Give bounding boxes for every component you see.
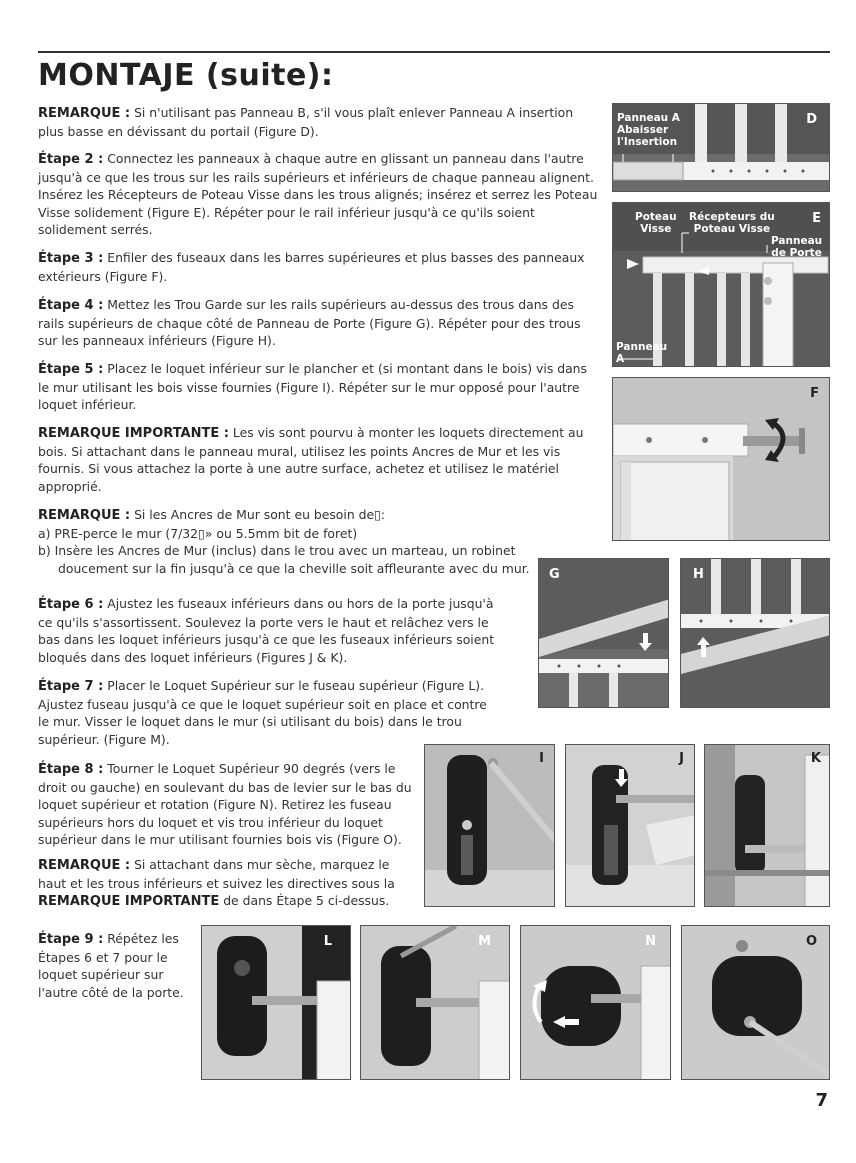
- remarque-label: REMARQUE :: [38, 508, 131, 523]
- list-item-b: b) Insère les Ancres de Mur (inclus) dans le trou avec un marteau, un robinet: [38, 543, 516, 559]
- text-line: approprié.: [38, 478, 102, 494]
- figure-e-panneau-porte-label: [771, 235, 822, 259]
- label-line: Récepteurs du: [689, 211, 775, 223]
- text-line: loquet supérieur et rotation (Figure N). Retirez les fuseau: [38, 797, 392, 813]
- text-line: plus basse en dévissant du portail (Figure D).: [38, 123, 319, 139]
- figure-o: [681, 925, 830, 1080]
- text-line: jusqu'à ce que les trous sur les rails supérieurs et inférieurs de chaque panneau alignent.: [38, 169, 594, 185]
- text-line: solidement serrés.: [38, 222, 153, 238]
- text-line: bloqués dans des loquet inférieurs (Figures J & K).: [38, 649, 348, 665]
- figure-j: [565, 744, 695, 907]
- figure-letter: F: [810, 386, 819, 401]
- etape-5: [38, 360, 587, 414]
- text-line: Ajustez fuseau jusqu'à ce que le loquet supérieur soit en place et contre: [38, 696, 487, 712]
- top-rule: [38, 51, 830, 53]
- label-line: Visse: [640, 223, 672, 235]
- step-label: Étape 6 :: [38, 597, 104, 612]
- etape-3: [38, 249, 585, 285]
- text-line: bas dans les loquet inférieurs jusqu'à ce que les fuseaux inférieurs soient: [38, 632, 495, 648]
- step-label: Étape 4 :: [38, 298, 104, 313]
- figure-letter: O: [805, 934, 817, 949]
- label-line: Panneau: [771, 235, 823, 247]
- text-line: ce qu'ils s'assortissent. Soulevez la porte vers le haut et relâchez vers le: [38, 614, 489, 630]
- list-item-a: a) PRE-perce le mur (7/32▯» ou 5.5mm bit de foret): [38, 525, 358, 541]
- text-line: rails supérieurs de chaque côté de Panneau de Porte (Figure G). Répéter pour des trous: [38, 315, 581, 331]
- text-line: Placez le loquet inférieur sur le plancher et (si montant dans le bois) vis dans: [103, 361, 587, 376]
- etape-4: [38, 296, 581, 350]
- text-line: sur les panneaux inférieurs (Figure H).: [38, 333, 276, 349]
- text-line: Répétez les: [103, 931, 179, 946]
- step-label: Étape 2 :: [38, 152, 104, 167]
- figure-l: [201, 925, 351, 1080]
- text-line: supérieurs hors du loquet et vis trou inférieur du loquet: [38, 814, 383, 830]
- text-line: Visse solidement (Figure E). Répéter pour le rail inférieur jusqu'à ce qu'ils soient: [38, 204, 535, 220]
- figure-letter: I: [539, 751, 544, 766]
- figure-k-drawing: [705, 745, 830, 907]
- text-line: supérieur dans le mur utilisant fournies bois vis (Figure O).: [38, 832, 402, 848]
- text-line: Si n'utilisant pas Panneau B, s'il vous plaît enlever Panneau A insertion: [130, 105, 574, 120]
- figure-i: [424, 744, 555, 907]
- page-title: MONTAJE (suite):: [38, 58, 334, 93]
- text-line: loquet supérieur sur: [38, 967, 164, 983]
- figure-n: [520, 925, 671, 1080]
- label-line: Poteau: [635, 211, 677, 223]
- remarque-importante: [38, 424, 583, 495]
- figure-letter: J: [679, 751, 684, 766]
- text-line: haut et les trous inférieurs et suivez les directives sous la: [38, 875, 395, 891]
- text-line: Tourner le Loquet Supérieur 90 degrés (vers le: [103, 761, 396, 776]
- step-label: Étape 5 :: [38, 362, 104, 377]
- page-number: 7: [815, 1090, 828, 1111]
- text-line: Si attachant dans mur sèche, marquez le: [130, 857, 390, 872]
- figure-m: [360, 925, 510, 1080]
- text-line: Mettez les Trou Garde sur les rails supérieurs au-dessus des trous dans des: [103, 297, 574, 312]
- figure-e-recepteurs-label: [689, 211, 775, 235]
- text-line: supérieur. (Figure M).: [38, 731, 170, 747]
- figure-letter: E: [812, 211, 821, 226]
- text-line: Placer le Loquet Supérieur sur le fuseau supérieur (Figure L).: [103, 678, 485, 693]
- text-line: droit ou gauche) en soulevant du bas de levier sur le bas du: [38, 779, 412, 795]
- figure-l-drawing: [202, 926, 351, 1080]
- step-label: Étape 3 :: [38, 251, 104, 266]
- text-line: Connectez les panneaux à chaque autre en glissant un panneau dans l'autre: [103, 151, 584, 166]
- label-line: Abaisser: [617, 124, 669, 136]
- figure-f: [612, 377, 830, 541]
- list-item-b-cont: doucement sur la fin jusqu'à ce que la cheville soit affleurante avec du mur.: [58, 560, 530, 576]
- label-line: Panneau: [616, 341, 668, 353]
- text-line: fournis. Si vous attachez la porte à une autre surface, achetez et utilisez le matériel: [38, 461, 559, 477]
- figure-e: [612, 202, 830, 367]
- label-line: de Porte: [771, 247, 822, 259]
- label-line: Panneau A: [617, 112, 680, 124]
- remarque-importante-label: REMARQUE IMPORTANTE :: [38, 426, 229, 441]
- figure-letter: K: [810, 751, 821, 766]
- figure-f-drawing: [613, 378, 830, 541]
- remarque-2: [38, 506, 530, 577]
- etape-8: [38, 760, 412, 849]
- text-line: Insérez les Récepteurs de Poteau Visse dans les trous alignés; insérez et serrez les Poteau: [38, 187, 598, 203]
- figure-k: [704, 744, 830, 907]
- figure-e-poteau-label: [635, 211, 677, 235]
- step-label: Étape 9 :: [38, 932, 104, 947]
- text-line: loquet inférieur.: [38, 397, 137, 413]
- figure-h: [680, 558, 830, 708]
- figure-letter: H: [693, 567, 704, 582]
- figure-n-drawing: [521, 926, 671, 1080]
- text-line: Étapes 6 et 7 pour le: [38, 949, 168, 965]
- text-line: de dans Étape 5 ci-dessus.: [219, 893, 390, 909]
- label-line: A: [616, 353, 625, 365]
- remarque-importante-ref: REMARQUE IMPORTANTE: [38, 894, 220, 910]
- figure-letter: G: [549, 567, 560, 582]
- text-line: Ajustez les fuseaux inférieurs dans ou hors de la porte jusqu'à: [103, 596, 494, 611]
- etape-2: [38, 150, 597, 239]
- text-line: le mur utilisant les bois visse fournies (Figure I). Répéter sur le mur opposé pour l'autre: [38, 379, 580, 395]
- figure-e-panneau-a-label: [616, 341, 667, 365]
- remarque-label: REMARQUE :: [38, 106, 131, 121]
- text-line: bois. Si attachant dans le panneau mural, utilisez les points Ancres de Mur et les vis: [38, 443, 561, 459]
- label-line: Poteau Visse: [693, 223, 771, 235]
- text-line: extérieurs (Figure F).: [38, 268, 168, 284]
- text-line: Si les Ancres de Mur sont eu besoin de▯:: [130, 507, 386, 522]
- figure-j-drawing: [566, 745, 695, 907]
- step-label: Étape 8 :: [38, 762, 104, 777]
- etape-9: [38, 930, 184, 1001]
- label-line: l'Insertion: [617, 136, 678, 148]
- figure-o-drawing: [682, 926, 830, 1080]
- figure-d-label: [617, 112, 680, 148]
- figure-g: [538, 558, 669, 708]
- figure-letter: D: [806, 112, 817, 127]
- figure-letter: N: [645, 934, 656, 949]
- text-line: Les vis sont pourvu à monter les loquets directement au: [228, 425, 584, 440]
- figure-i-drawing: [425, 745, 555, 907]
- figure-letter: L: [323, 934, 332, 949]
- remarque-1: [38, 104, 573, 140]
- remarque-3: [38, 856, 395, 911]
- text-line: l'autre côté de la porte.: [38, 984, 184, 1000]
- remarque-label: REMARQUE :: [38, 858, 131, 873]
- etape-7: [38, 677, 487, 748]
- figure-letter: M: [478, 934, 491, 949]
- step-label: Étape 7 :: [38, 679, 104, 694]
- etape-6: [38, 595, 494, 666]
- figure-d: [612, 103, 830, 192]
- text-line: Enfiler des fuseaux dans les barres supérieures et plus basses des panneaux: [103, 250, 585, 265]
- figure-m-drawing: [361, 926, 510, 1080]
- text-line: le mur. Visser le loquet dans le mur (si utilisant du bois) dans le trou: [38, 714, 462, 730]
